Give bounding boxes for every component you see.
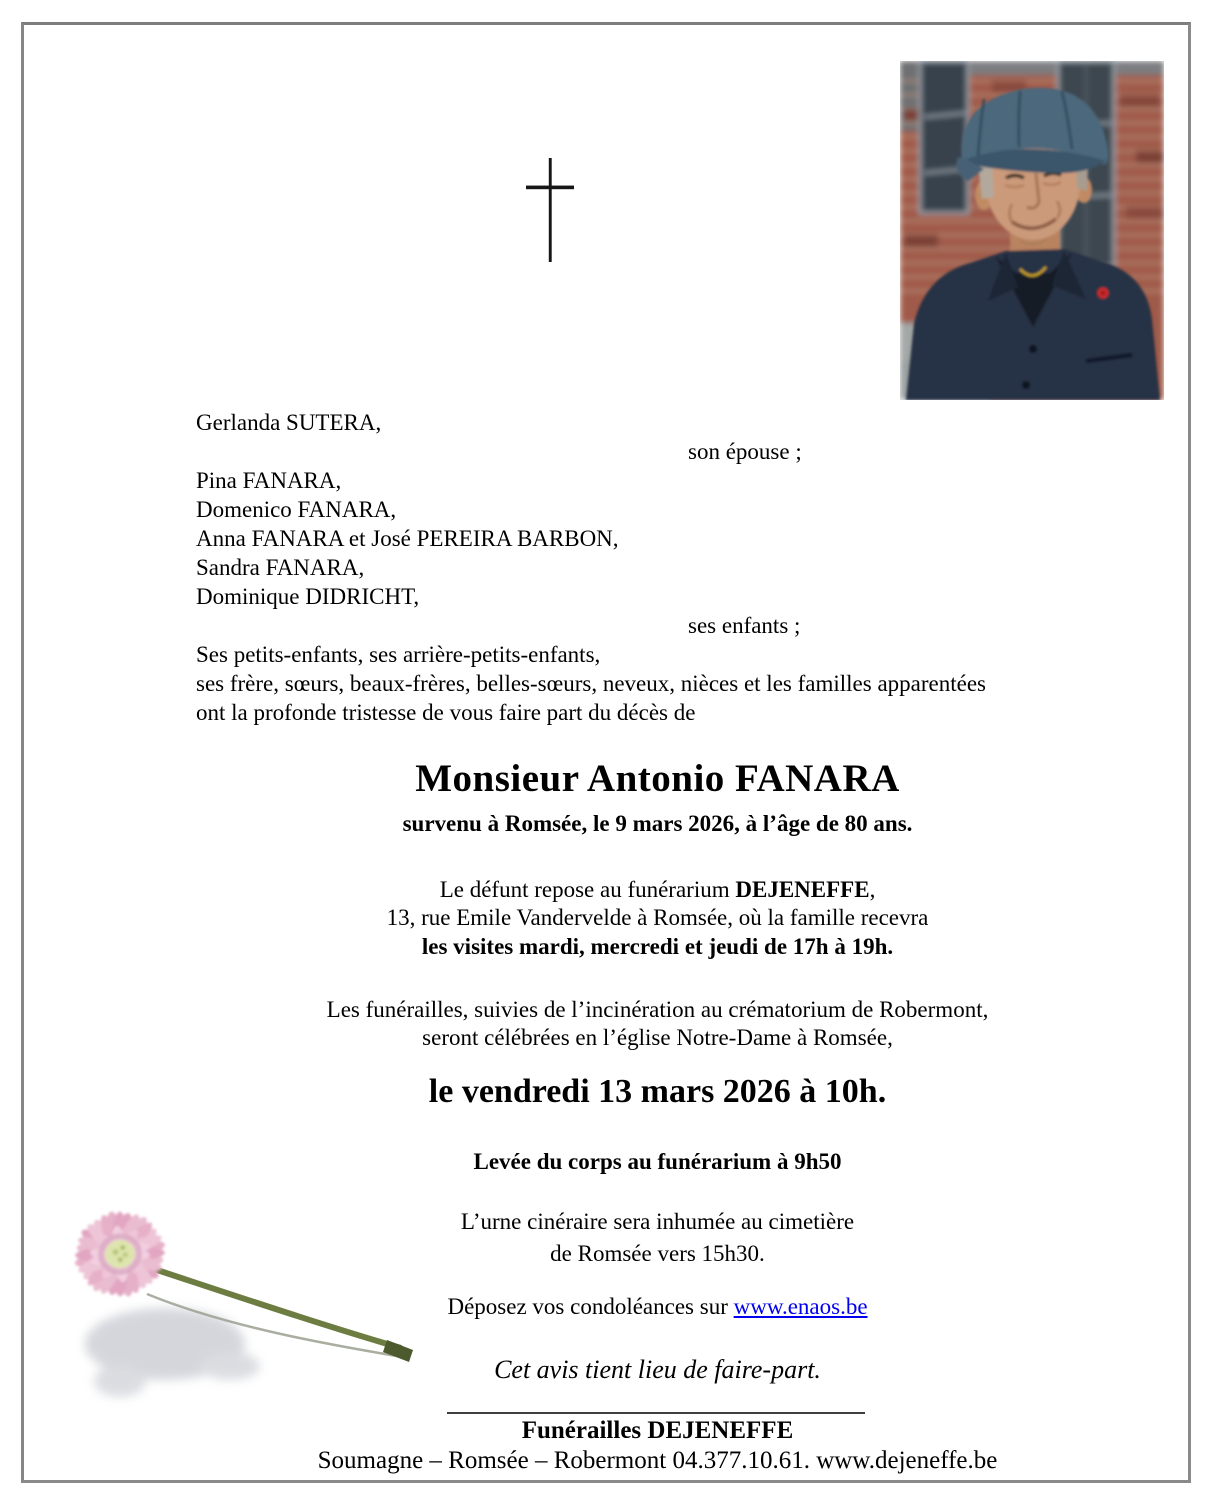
- visits-schedule-line: les visites mardi, mercredi et jeudi de 17h à 19h.: [421, 934, 894, 959]
- repose-suffix: ,: [869, 877, 876, 902]
- enaos-link[interactable]: www.enaos.be: [733, 1294, 868, 1319]
- funeral-datetime: le vendredi 13 mars 2026 à 10h.: [428, 1073, 887, 1110]
- family-child-name: Anna FANARA et José PEREIRA BARBON,: [196, 526, 619, 551]
- family-spouse-relation: son épouse ;: [688, 439, 802, 464]
- cross-icon: [518, 150, 584, 268]
- family-child-name: Dominique DIDRICHT,: [196, 584, 420, 609]
- footer-company-name: Funérailles DEJENEFFE: [521, 1417, 794, 1444]
- death-details: survenu à Romsée, le 9 mars 2026, à l’âge de 80 ans.: [402, 811, 913, 836]
- condolences-prefix: Déposez vos condoléances sur: [447, 1294, 734, 1319]
- footer-divider: [447, 1412, 865, 1414]
- urn-line-2: de Romsée vers 15h30.: [550, 1241, 765, 1266]
- ceremony-line-1: Les funérailles, suivies de l’incinération au crématorium de Robermont,: [326, 997, 989, 1022]
- notice-line: Cet avis tient lieu de faire-part.: [494, 1355, 821, 1384]
- repose-line-2: 13, rue Emile Vandervelde à Romsée, où la famille recevra: [386, 905, 929, 930]
- urn-line-1: L’urne cinéraire sera inhumée au cimetière: [460, 1209, 855, 1234]
- flower-image: [25, 1176, 445, 1421]
- announcement-line: ont la profonde tristesse de vous faire part du décès de: [196, 700, 696, 725]
- levee-du-corps-line: Levée du corps au funérarium à 9h50: [473, 1149, 842, 1174]
- family-child-name: Pina FANARA,: [196, 468, 342, 493]
- footer-address: Soumagne – Romsée – Robermont 04.377.10.61. www.dejeneffe.be: [317, 1447, 998, 1474]
- family-spouse-name: Gerlanda SUTERA,: [196, 410, 382, 435]
- repose-prefix: Le défunt repose au funérarium: [439, 877, 736, 902]
- ceremony-line-2: seront célébrées en l’église Notre-Dame à Romsée,: [422, 1025, 893, 1050]
- family-child-name: Domenico FANARA,: [196, 497, 397, 522]
- family-child-name: Sandra FANARA,: [196, 555, 365, 580]
- portrait-photo: [900, 61, 1164, 400]
- repose-line-1: [130, 875, 1185, 904]
- family-relatives-line: Ses petits-enfants, ses arrière-petits-enfants,: [196, 642, 601, 667]
- deceased-name-title: Monsieur Antonio FANARA: [415, 757, 900, 800]
- family-relatives-line: ses frère, sœurs, beaux-frères, belles-sœurs, neveux, nièces et les familles apparentées: [196, 671, 986, 696]
- family-children-relation: ses enfants ;: [688, 613, 801, 638]
- funeral-home-name: DEJENEFFE: [735, 877, 870, 902]
